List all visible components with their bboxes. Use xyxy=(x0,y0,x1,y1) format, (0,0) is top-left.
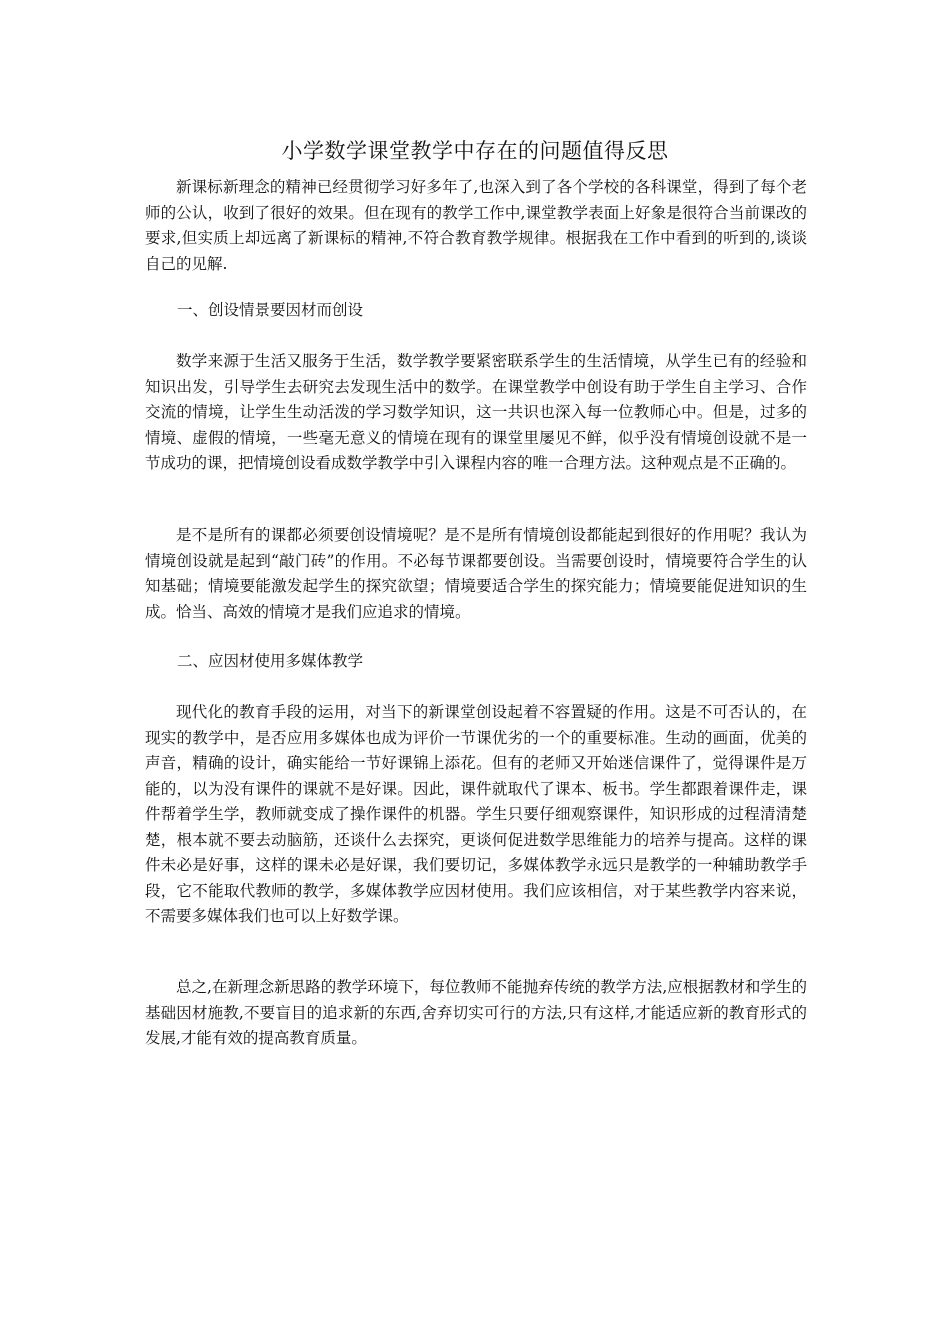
section2-paragraph-1: 现代化的教育手段的运用，对当下的新课堂创设起着不容置疑的作用。这是不可否认的，在现实的教学中，是否应用多媒体也成为评价一节课优劣的一个的重要标准。生动的画面，优美的声音，精确的设计，确实能给一节好课锦上添花。但有的老师又开始迷信课件了，觉得课件是万能的，以为没有课件的课就不是好课。因此，课件就取代了课本、板书。学生都跟着课件走，课件帮着学生学，教师就变成了操作课件的机器。学生只要仔细观察课件，知识形成的过程清清楚楚，根本就不要去动脑筋，还谈什么去探究，更谈何促进数学思维能力的培养与提高。这样的课件未必是好事，这样的课未必是好课，我们要切记，多媒体教学永远只是教学的一种辅助教学手段，它不能取代教师的教学，多媒体教学应因材使用。我们应该相信，对于某些教学内容来说，不需要多媒体我们也可以上好数学课。 xyxy=(145,703,807,925)
intro-paragraph: 新课标新理念的精神已经贯彻学习好多年了,也深入到了各个学校的各科课堂，得到了每个老师的公认，收到了很好的效果。但在现有的教学工作中,课堂教学表面上好象是很符合当前课改的要求,但实质上却远离了新课标的精神,不符合教育教学规律。根据我在工作中看到的听到的,谈谈自己的见解. xyxy=(145,178,807,273)
section-heading-1: 一、创设情景要因材而创设 xyxy=(177,301,364,319)
conclusion-paragraph: 总之,在新理念新思路的教学环境下，每位教师不能抛弃传统的教学方法,应根据教材和学生的基础因材施教,不要盲目的追求新的东西,舍弃切实可行的方法,只有这样,才能适应新的教育形式的发展,才能有效的提高教育质量。 xyxy=(145,978,807,1047)
document-title: 小学数学课堂教学中存在的问题值得反思 xyxy=(281,139,669,163)
section-heading-2: 二、应因材使用多媒体教学 xyxy=(177,652,364,670)
section1-paragraph-1: 数学来源于生活又服务于生活，数学教学要紧密联系学生的生活情境，从学生已有的经验和知识出发，引导学生去研究去发现生活中的数学。在课堂教学中创设有助于学生自主学习、合作交流的情境，让学生生动活泼的学习数学知识，这一共识也深入每一位教师心中。但是，过多的情境、虚假的情境，一些毫无意义的情境在现有的课堂里屡见不鲜，似乎没有情境创设就不是一节成功的课，把情境创设看成数学教学中引入课程内容的唯一合理方法。这种观点是不正确的。 xyxy=(145,352,807,472)
section1-paragraph-2: 是不是所有的课都必须要创设情境呢？是不是所有情境创设都能起到很好的作用呢？我认为情境创设就是起到“敲门砖”的作用。不必每节课都要创设。当需要创设时，情境要符合学生的认知基础；情境要能激发起学生的探究欲望；情境要适合学生的探究能力；情境要能促进知识的生成。恰当、高效的情境才是我们应追求的情境。 xyxy=(145,526,807,621)
